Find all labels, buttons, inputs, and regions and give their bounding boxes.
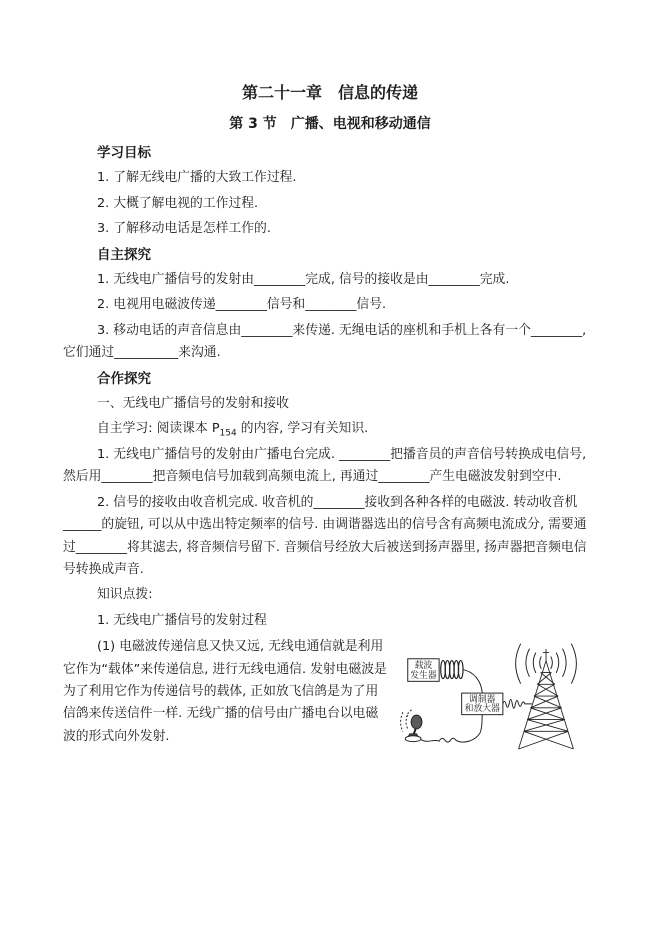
- learning-goal-item: 1. 了解无线电广播的大致工作过程.: [97, 170, 297, 186]
- coil-icon: [441, 661, 463, 679]
- learning-goals-heading: 学习目标: [97, 145, 151, 161]
- chapter-title: 第二十一章 信息的传递: [241, 83, 418, 102]
- radio-transmission-diagram: [395, 638, 597, 758]
- fill-blank-item: 1. 无线电广播信号的发射由________完成, 信号的接收是由________完成.: [97, 272, 510, 288]
- textbook-page-subscript: 154: [219, 429, 237, 440]
- self-study-note: [63, 418, 597, 440]
- self-inquiry-heading: 自主探究: [97, 246, 151, 263]
- modulator-box-label-line2: 和放大器: [464, 704, 500, 715]
- carrier-generator-box: [408, 659, 439, 682]
- fill-blank-item: 1. 无线电广播信号的发射由广播电台完成. ________把播音员的声音信号转换成电信号, 然后用________把音频电信号加载到高频电流上, 再通过________产生电磁波发射到空中.: [63, 446, 587, 485]
- learning-goal-item: 2. 大概了解电视的工作过程.: [97, 195, 259, 211]
- knowledge-tip-block: [63, 636, 597, 748]
- knowledge-tips-heading: 知识点拨:: [97, 587, 153, 603]
- section-title: 第 3 节 广播、电视和移动通信: [229, 116, 431, 132]
- knowledge-tips-subheading: 1. 无线电广播信号的发射过程: [97, 612, 267, 628]
- self-study-prefix: 自主学习: 阅读课本 P: [97, 421, 220, 437]
- carrier-to-modulator-line: [463, 670, 483, 694]
- microphone-icon: [405, 715, 422, 741]
- transmission-tower-icon: [519, 649, 574, 749]
- learning-goal-item: 3. 了解移动电话是怎样工作的.: [97, 221, 271, 237]
- coop-subheading: 一、无线电广播信号的发射和接收: [97, 396, 289, 412]
- modulated-wave-icon: [503, 700, 532, 709]
- carrier-box-label-line1: 载波: [414, 661, 433, 672]
- cable-line: [421, 715, 482, 742]
- modulator-box-label-line1: 调制器: [469, 695, 496, 706]
- fill-blank-item: 3. 移动电话的声音信息由________来传递. 无绳电话的座机和手机上各有一个________, 它们通过__________来沟通.: [63, 322, 587, 361]
- fill-blank-item: 2. 信号的接收由收音机完成. 收音机的________接收到各种各样的电磁波. 转动收音机______的旋钮, 可以从中选出特定频率的信号. 由调谐器选出的信号含有高频电流成分, 需要通过________将其滤去, 将音频信号留下. 音频信号经放大后被送到扬声器里, 扬声器把音频电信号转换成声音.: [63, 494, 587, 577]
- coop-inquiry-heading: 合作探究: [97, 370, 151, 387]
- carrier-box-label-line2: 发生器: [410, 671, 437, 682]
- sound-waves-icon: [401, 710, 412, 732]
- knowledge-tip-text: (1) 电磁波传递信息又快又远, 无线电通信就是利用它作为“载体”来传递信息, 进行无线电通信. 发射电磁波是为了利用它作为传递信号的载体, 正如放飞信鸽是为了用信鸽来传送信件一样. 无线广播的信号由广播电台以电磁波的形式向外发射.: [63, 639, 387, 744]
- self-study-suffix: 的内容, 学习有关知识.: [236, 421, 369, 437]
- fill-blank-item: 2. 电视用电磁波传递________信号和________信号.: [97, 297, 387, 313]
- modulator-box: [462, 693, 503, 715]
